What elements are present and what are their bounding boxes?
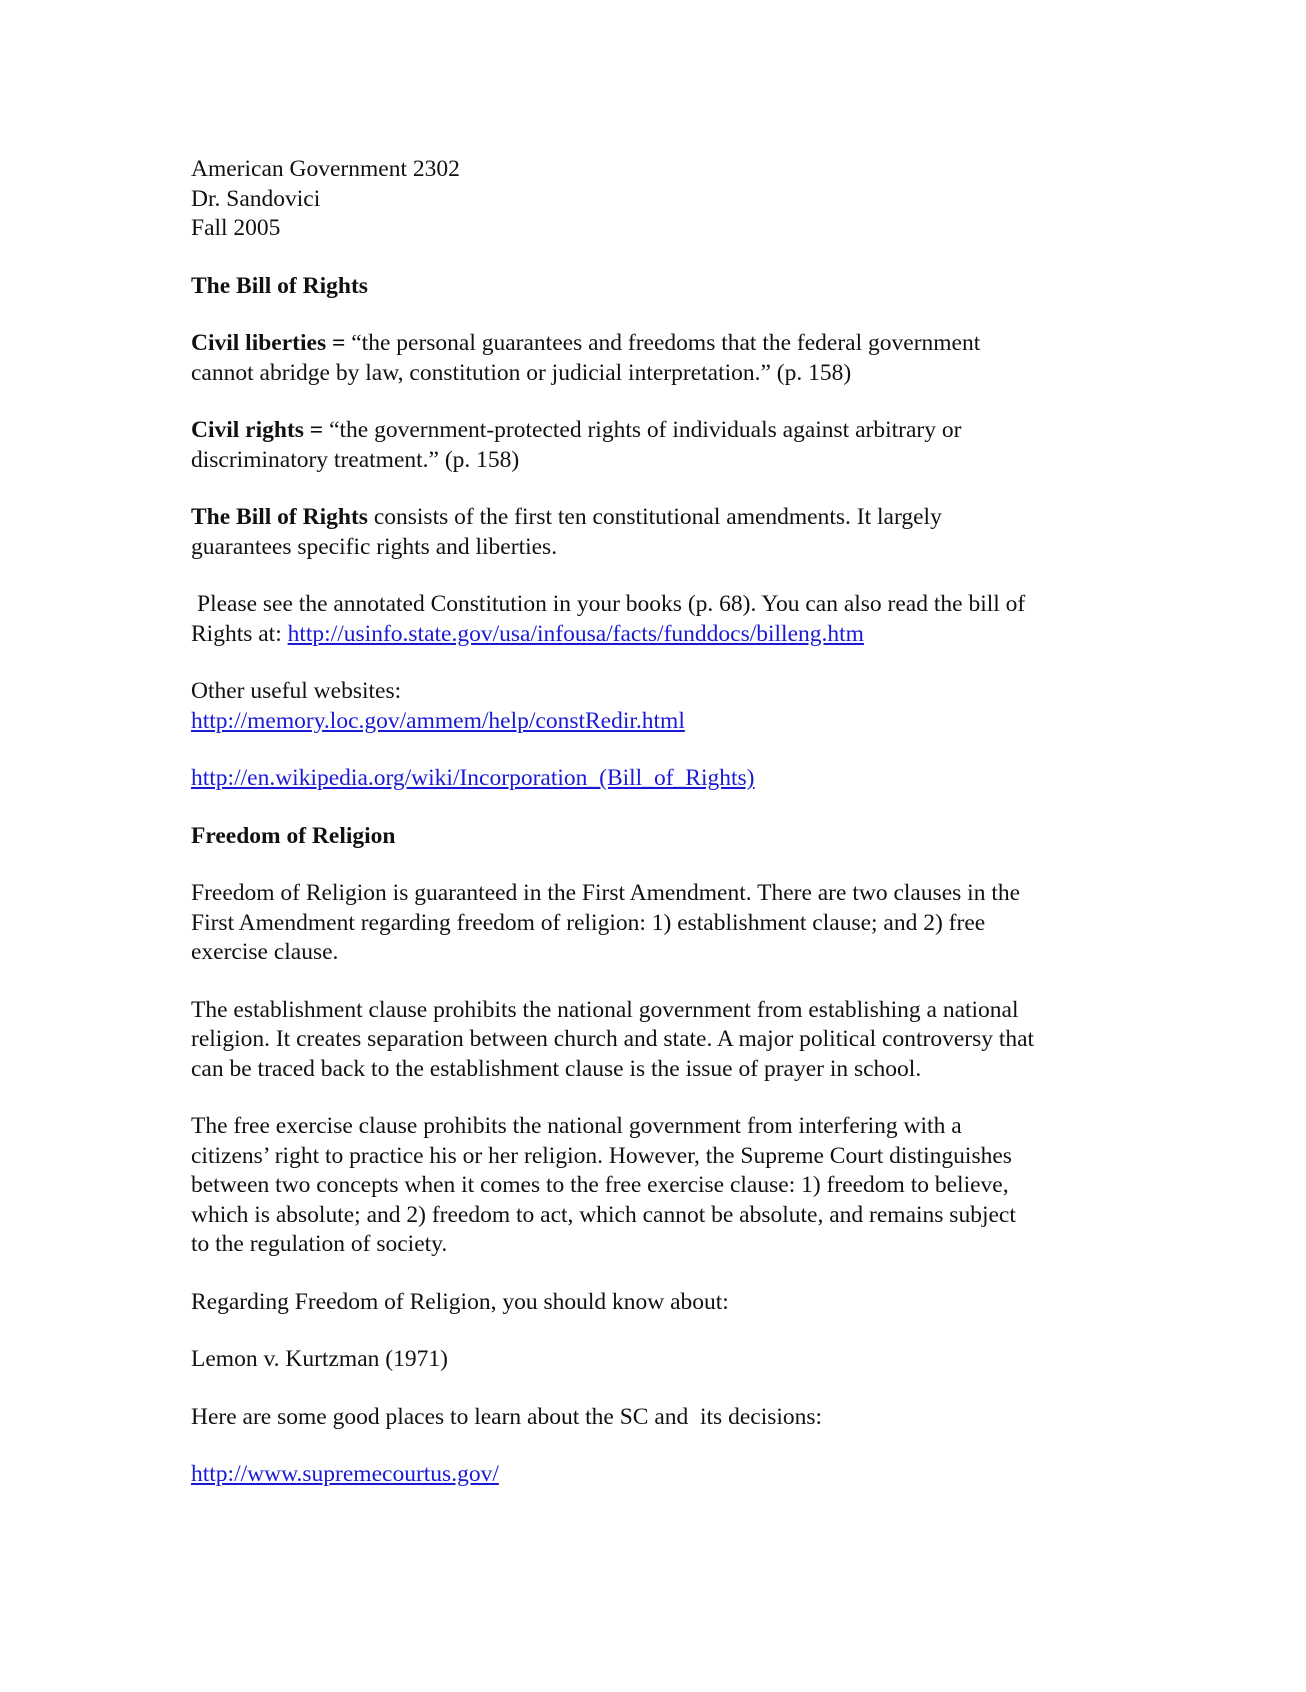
civil-liberties-definition — [191, 329, 1131, 388]
heading-freedom-of-religion: Freedom of Religion — [191, 822, 396, 849]
lemon-case: Lemon v. Kurtzman (1971) — [191, 1346, 448, 1372]
religion-p2-line: can be traced back to the establishment clause is the issue of prayer in school. — [191, 1055, 922, 1082]
religion-p2-line: religion. It creates separation between church and state. A major political controversy that — [191, 1026, 1035, 1052]
course-title: American Government 2302 — [191, 156, 460, 182]
religion-p3-line: between two concepts when it comes to the free exercise clause: 1) freedom to believe, — [191, 1172, 1009, 1198]
religion-p3-line: citizens’ right to practice his or her religion. However, the Supreme Court distinguishes — [191, 1142, 1012, 1169]
wikipedia-incorporation-link[interactable]: http://en.wikipedia.org/wiki/Incorporation_(Bill_of_Rights) — [191, 765, 755, 791]
course-header — [191, 155, 1131, 244]
know-about-line: Regarding Freedom of Religion, you should know about: — [191, 1288, 729, 1315]
see-constitution-paragraph — [191, 590, 1131, 649]
religion-p1-line: exercise clause. — [191, 939, 339, 965]
religion-paragraph-2 — [191, 996, 1131, 1085]
religion-paragraph-1 — [191, 879, 1131, 968]
term-label: Fall 2005 — [191, 215, 281, 241]
learn-sc-line: Here are some good places to learn about the SC and its decisions: — [191, 1403, 823, 1430]
other-websites-label: Other useful websites: — [191, 678, 402, 704]
religion-p3-line: to the regulation of society. — [191, 1231, 448, 1257]
other-websites-paragraph — [191, 677, 1131, 736]
religion-p2-line: The establishment clause prohibits the national government from establishing a national — [191, 996, 1019, 1023]
religion-paragraph-3 — [191, 1112, 1131, 1260]
religion-p3-line: which is absolute; and 2) freedom to act, which cannot be absolute, and remains subject — [191, 1201, 1016, 1228]
bill-of-rights-description — [191, 503, 1131, 562]
document-body — [191, 155, 1131, 1518]
bill-of-rights-term: The Bill of Rights — [191, 504, 368, 530]
supreme-court-link[interactable]: http://www.supremecourtus.gov/ — [191, 1461, 499, 1487]
bill-of-rights-text-1: consists of the first ten constitutional amendments. It largely — [373, 504, 942, 530]
wikipedia-link-paragraph — [191, 764, 1131, 794]
heading-bill-of-rights: The Bill of Rights — [191, 272, 368, 299]
see-constitution-text-1: Please see the annotated Constitution in your books (p. 68). You can also read the bill of — [197, 591, 1026, 617]
billeng-link[interactable]: http://usinfo.state.gov/usa/infousa/facts/funddocs/billeng.htm — [287, 620, 864, 647]
civil-liberties-text-2: cannot abridge by law, constitution or judicial interpretation.” (p. 158) — [191, 359, 852, 386]
religion-p1-line: First Amendment regarding freedom of religion: 1) establishment clause; and 2) free — [191, 909, 986, 936]
bill-of-rights-text-2: guarantees specific rights and liberties. — [191, 533, 558, 560]
civil-liberties-text-1: “the personal guarantees and freedoms that the federal government — [351, 330, 981, 356]
civil-rights-term: Civil rights = — [191, 417, 324, 443]
see-constitution-prefix: Rights at: — [191, 620, 282, 647]
memory-loc-link[interactable]: http://memory.loc.gov/ammem/help/constRedir.html — [191, 707, 685, 734]
religion-p1-line: Freedom of Religion is guaranteed in the First Amendment. There are two clauses in the — [191, 880, 1021, 906]
civil-rights-text-1: “the government-protected rights of individuals against arbitrary or — [329, 417, 962, 443]
civil-rights-text-2: discriminatory treatment.” (p. 158) — [191, 446, 520, 473]
religion-p3-line: The free exercise clause prohibits the national government from interfering with a — [191, 1113, 962, 1139]
civil-rights-definition — [191, 416, 1131, 475]
supreme-court-link-paragraph — [191, 1460, 1131, 1490]
instructor-name: Dr. Sandovici — [191, 185, 321, 212]
civil-liberties-term: Civil liberties = — [191, 330, 346, 356]
